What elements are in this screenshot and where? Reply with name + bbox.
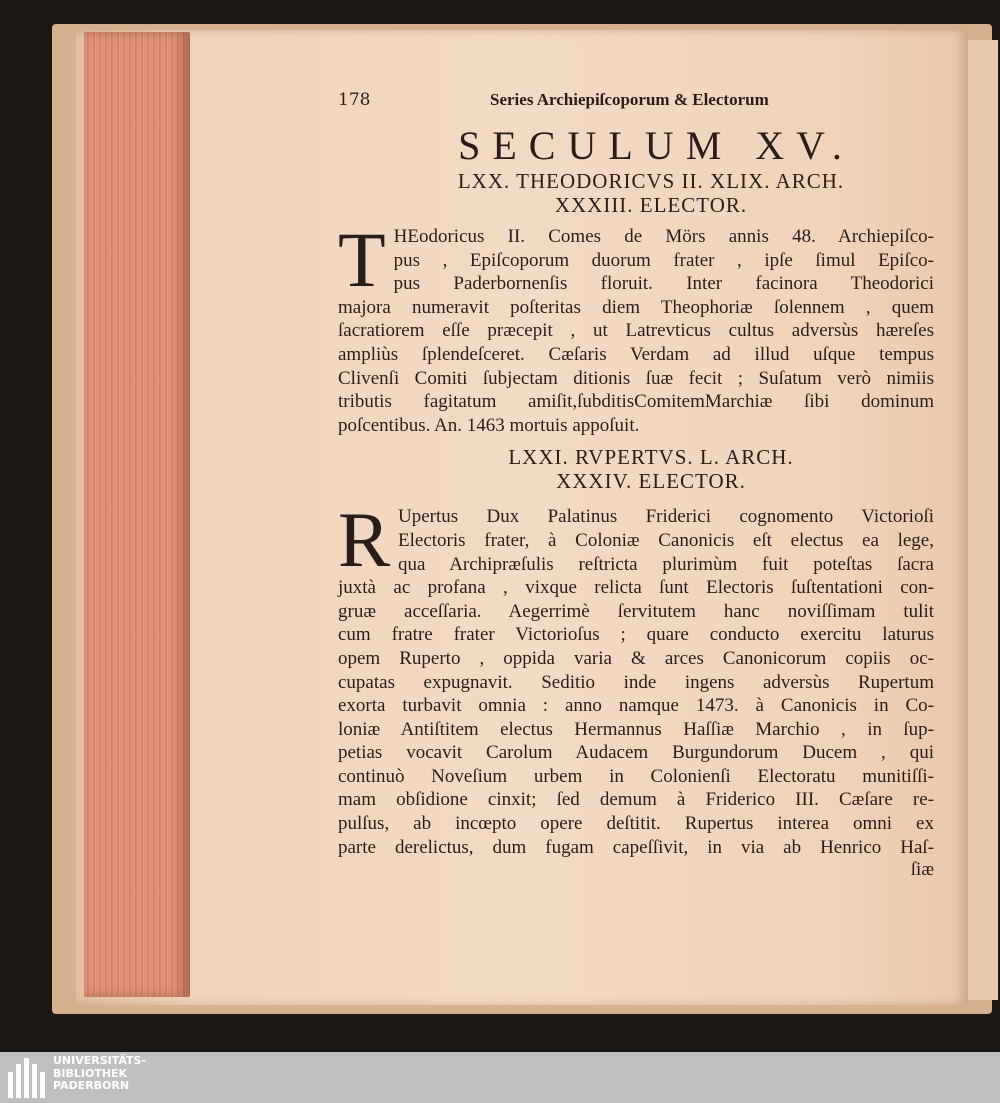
entry2-heading2: XXXIV. ELECTOR. xyxy=(556,469,746,494)
text-line: petias vocavit Carolum Audacem Burgundorum Ducem , qui xyxy=(338,742,934,764)
text-line: loniæ Antiſtitem electus Hermannus Haſſiæ Marchio , in ſup- xyxy=(338,718,934,740)
century-heading: SECULUM XV. xyxy=(458,123,854,168)
text-line: ſacratiorem eſſe præcepit , ut Latrevticus cultus adversùs hæreſes xyxy=(338,320,934,342)
catchword: ſiæ xyxy=(910,859,934,881)
page-text xyxy=(338,90,934,881)
drop-cap: T xyxy=(338,216,386,303)
drop-cap: R xyxy=(338,496,391,584)
text-line: pus Paderbornenſis floruit. Inter facinora Theodorici xyxy=(393,273,934,295)
text-line: continuò Noveſium urbem in Colonienſi Electoratu munitiſſi- xyxy=(338,765,934,787)
institution-name[interactable] xyxy=(53,1055,146,1093)
text-line: cupatas expugnavit. Seditio inde ingens adversùs Rupertum xyxy=(338,671,934,693)
entry1-heading2: XXXIII. ELECTOR. xyxy=(554,193,748,217)
entry1-paragraph xyxy=(338,216,934,437)
text-line: Upertus Dux Palatinus Friderici cognomento Victorioſi xyxy=(398,506,934,528)
entry2-heading1: LXXI. RVPERTVS. L. ARCH. xyxy=(508,445,794,470)
institution-line-1: UNIVERSITÄTS- xyxy=(53,1054,147,1067)
page-number: 178 xyxy=(338,90,371,110)
running-head xyxy=(338,90,934,114)
footer-bar xyxy=(0,1052,1000,1103)
text-line: opem Ruperto , oppida varia & arces Canonicorum copiis oc- xyxy=(338,647,934,669)
text-line: pulſus, ab incœpto opere deſtitit. Rupertus interea omni ex xyxy=(338,813,934,835)
text-line: ampliùs ſplendeſceret. Cæſaris Verdam ad illud uſque tempus xyxy=(338,343,934,365)
text-line: mam obſidione cinxit; ſed demum à Friderico III. Cæſare re- xyxy=(338,789,934,811)
entry2-paragraph xyxy=(338,496,934,859)
text-line: gruæ acceſſaria. Aegerrimè ſervitutem hanc noviſſimam tulit xyxy=(338,600,934,622)
running-title: Series Archiepiſcoporum & Electorum xyxy=(490,90,769,109)
text-line: majora numeravit poſteritas diem Theophoriæ ſolennem , quem xyxy=(338,296,934,318)
text-line: HEodoricus II. Comes de Mörs annis 48. Archiepiſco- xyxy=(393,226,934,247)
text-line: qua Archipræſulis reſtricta plurimùm fuit poteſtas ſacra xyxy=(398,553,934,575)
text-line: exorta turbavit omnia : anno namque 1473. à Canonicis in Co- xyxy=(338,695,934,717)
institution-line-2: BIBLIOTHEK xyxy=(53,1066,128,1080)
text-line: Clivenſi Comiti ſubjectam ditionis ſuæ fecit ; Suſatum verò nimiis xyxy=(338,367,934,389)
page-edges xyxy=(84,32,190,997)
text-line: juxtà ac profana , vixque relicta ſunt Electoris ſuſtentationi con- xyxy=(338,577,934,599)
text-line: pus , Epiſcoporum duorum frater , ipſe ſimul Epiſco- xyxy=(393,249,934,271)
text-line: poſcentibus. An. 1463 mortuis appoſuit. xyxy=(338,414,640,436)
text-line: parte derelictus, dum fugam capeſſivit, in via ab Henrico Haſ- xyxy=(338,836,934,858)
text-line: Electoris frater, à Coloniæ Canonicis eſt electus ea lege, xyxy=(398,529,934,551)
institution-line-3: PADERBORN xyxy=(53,1079,130,1092)
text-line: tributis fagitatum amiſit,ſubditisComitemMarchiæ ſibi dominum xyxy=(338,391,934,413)
entry1-heading1: LXX. THEODORICVS II. XLIX. ARCH. xyxy=(457,169,845,193)
text-line: cum fratre frater Victorioſus ; quare conducto exercitu laturus xyxy=(338,624,934,646)
library-logo xyxy=(8,1056,48,1098)
